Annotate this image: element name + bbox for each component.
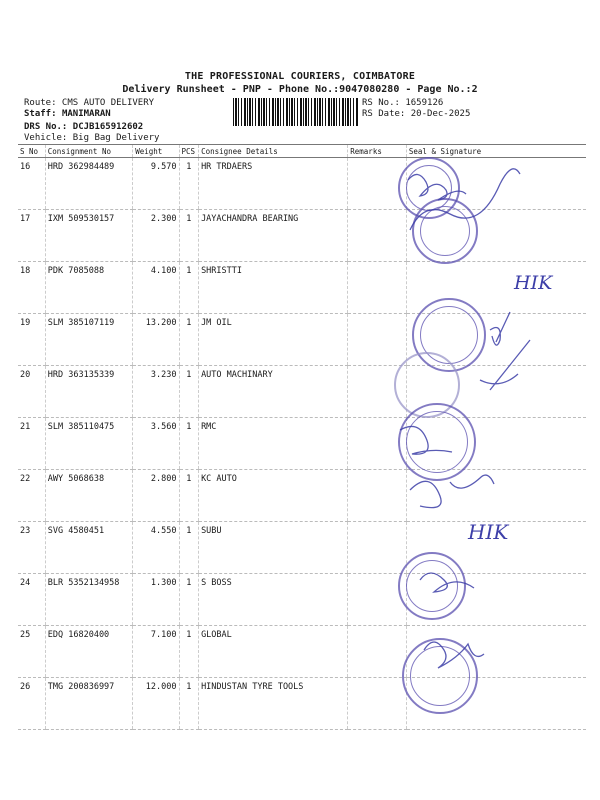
- col-pcs: PCS: [179, 145, 199, 158]
- col-consignment: Consignment No: [45, 145, 132, 158]
- row-consignment: TMG 200836997: [45, 678, 132, 730]
- row-sno: 22: [18, 470, 45, 522]
- row-weight: 2.800: [133, 470, 179, 522]
- row-consignee: S BOSS: [199, 574, 348, 626]
- row-consignment: SVG 4580451: [45, 522, 132, 574]
- signature-mark: [400, 426, 452, 454]
- row-consignment: PDK 7085088: [45, 262, 132, 314]
- rs-date: RS Date: 20-Dec-2025: [362, 109, 471, 119]
- drs-value: DCJB165912602: [72, 122, 144, 132]
- row-pcs: 1: [179, 418, 199, 470]
- staff-line: [24, 109, 111, 119]
- runsheet-title: Delivery Runsheet - PNP - Phone No.:9047080280 - Page No.:2: [122, 84, 478, 95]
- row-sno: 26: [18, 678, 45, 730]
- row-consignment: IXM 509530157: [45, 210, 132, 262]
- row-pcs: 1: [179, 314, 199, 366]
- row-consignee: JM OIL: [199, 314, 348, 366]
- row-consignee: GLOBAL: [199, 626, 348, 678]
- signature-mark: [410, 169, 520, 230]
- row-weight: 4.550: [133, 522, 179, 574]
- staff-value: MANIMARAN: [61, 109, 111, 119]
- row-pcs: 1: [179, 210, 199, 262]
- rs-number: RS No.: 1659126: [362, 98, 444, 108]
- row-consignee: SUBU: [199, 522, 348, 574]
- row-weight: 3.230: [133, 366, 179, 418]
- row-sno: 25: [18, 626, 45, 678]
- signature-mark: [420, 573, 474, 592]
- row-pcs: 1: [179, 158, 199, 210]
- row-weight: 9.570: [133, 158, 179, 210]
- row-sno: 20: [18, 366, 45, 418]
- row-consignment: EDQ 16820400: [45, 626, 132, 678]
- row-pcs: 1: [179, 626, 199, 678]
- signature-mark: [480, 340, 530, 390]
- row-sno: 24: [18, 574, 45, 626]
- row-weight: 7.100: [133, 626, 179, 678]
- drs-label: DRS No.:: [24, 122, 68, 132]
- row-sno: 21: [18, 418, 45, 470]
- row-consignment: BLR 5352134958: [45, 574, 132, 626]
- row-consignee: SHRISTTI: [199, 262, 348, 314]
- handwritten-mark-1: HIK: [514, 272, 553, 294]
- row-consignee: HINDUSTAN TYRE TOOLS: [199, 678, 348, 730]
- signature-scribbles: [380, 160, 600, 720]
- handwritten-mark-2: HIK: [468, 520, 509, 544]
- row-consignee: HR TRDAERS: [199, 158, 348, 210]
- row-weight: 13.200: [133, 314, 179, 366]
- col-consignee: Consignee Details: [199, 145, 348, 158]
- row-pcs: 1: [179, 366, 199, 418]
- row-pcs: 1: [179, 678, 199, 730]
- staff-label: Staff:: [24, 109, 57, 119]
- row-consignment: SLM 385107119: [45, 314, 132, 366]
- row-consignment: HRD 363135339: [45, 366, 132, 418]
- row-consignment: HRD 362984489: [45, 158, 132, 210]
- row-sno: 23: [18, 522, 45, 574]
- signature-mark: [408, 174, 466, 200]
- row-consignee: KC AUTO: [199, 470, 348, 522]
- row-weight: 12.000: [133, 678, 179, 730]
- col-remarks: Remarks: [348, 145, 407, 158]
- col-sno: S No: [18, 145, 45, 158]
- drs-line: [24, 122, 143, 132]
- row-weight: 4.100: [133, 262, 179, 314]
- row-pcs: 1: [179, 574, 199, 626]
- row-consignment: SLM 385110475: [45, 418, 132, 470]
- row-consignee: JAYACHANDRA BEARING: [199, 210, 348, 262]
- company-title: THE PROFESSIONAL COURIERS, COIMBATORE: [184, 71, 416, 82]
- route-label: Route: CMS AUTO DELIVERY: [24, 98, 155, 108]
- row-pcs: 1: [179, 262, 199, 314]
- barcode: [233, 98, 358, 126]
- row-sno: 17: [18, 210, 45, 262]
- row-consignment: AWY 5068638: [45, 470, 132, 522]
- signature-mark: [410, 475, 494, 508]
- row-pcs: 1: [179, 470, 199, 522]
- row-sno: 18: [18, 262, 45, 314]
- col-weight: Weight: [133, 145, 179, 158]
- row-pcs: 1: [179, 522, 199, 574]
- row-weight: 3.560: [133, 418, 179, 470]
- row-consignee: RMC: [199, 418, 348, 470]
- row-sno: 16: [18, 158, 45, 210]
- table-header-row: [18, 145, 586, 158]
- row-weight: 1.300: [133, 574, 179, 626]
- col-seal-signature: Seal & Signature: [406, 145, 586, 158]
- row-weight: 2.300: [133, 210, 179, 262]
- row-sno: 19: [18, 314, 45, 366]
- vehicle-label: Vehicle: Big Bag Delivery: [24, 133, 160, 143]
- signature-mark: [490, 312, 510, 345]
- row-consignee: AUTO MACHINARY: [199, 366, 348, 418]
- signature-mark: [424, 642, 484, 668]
